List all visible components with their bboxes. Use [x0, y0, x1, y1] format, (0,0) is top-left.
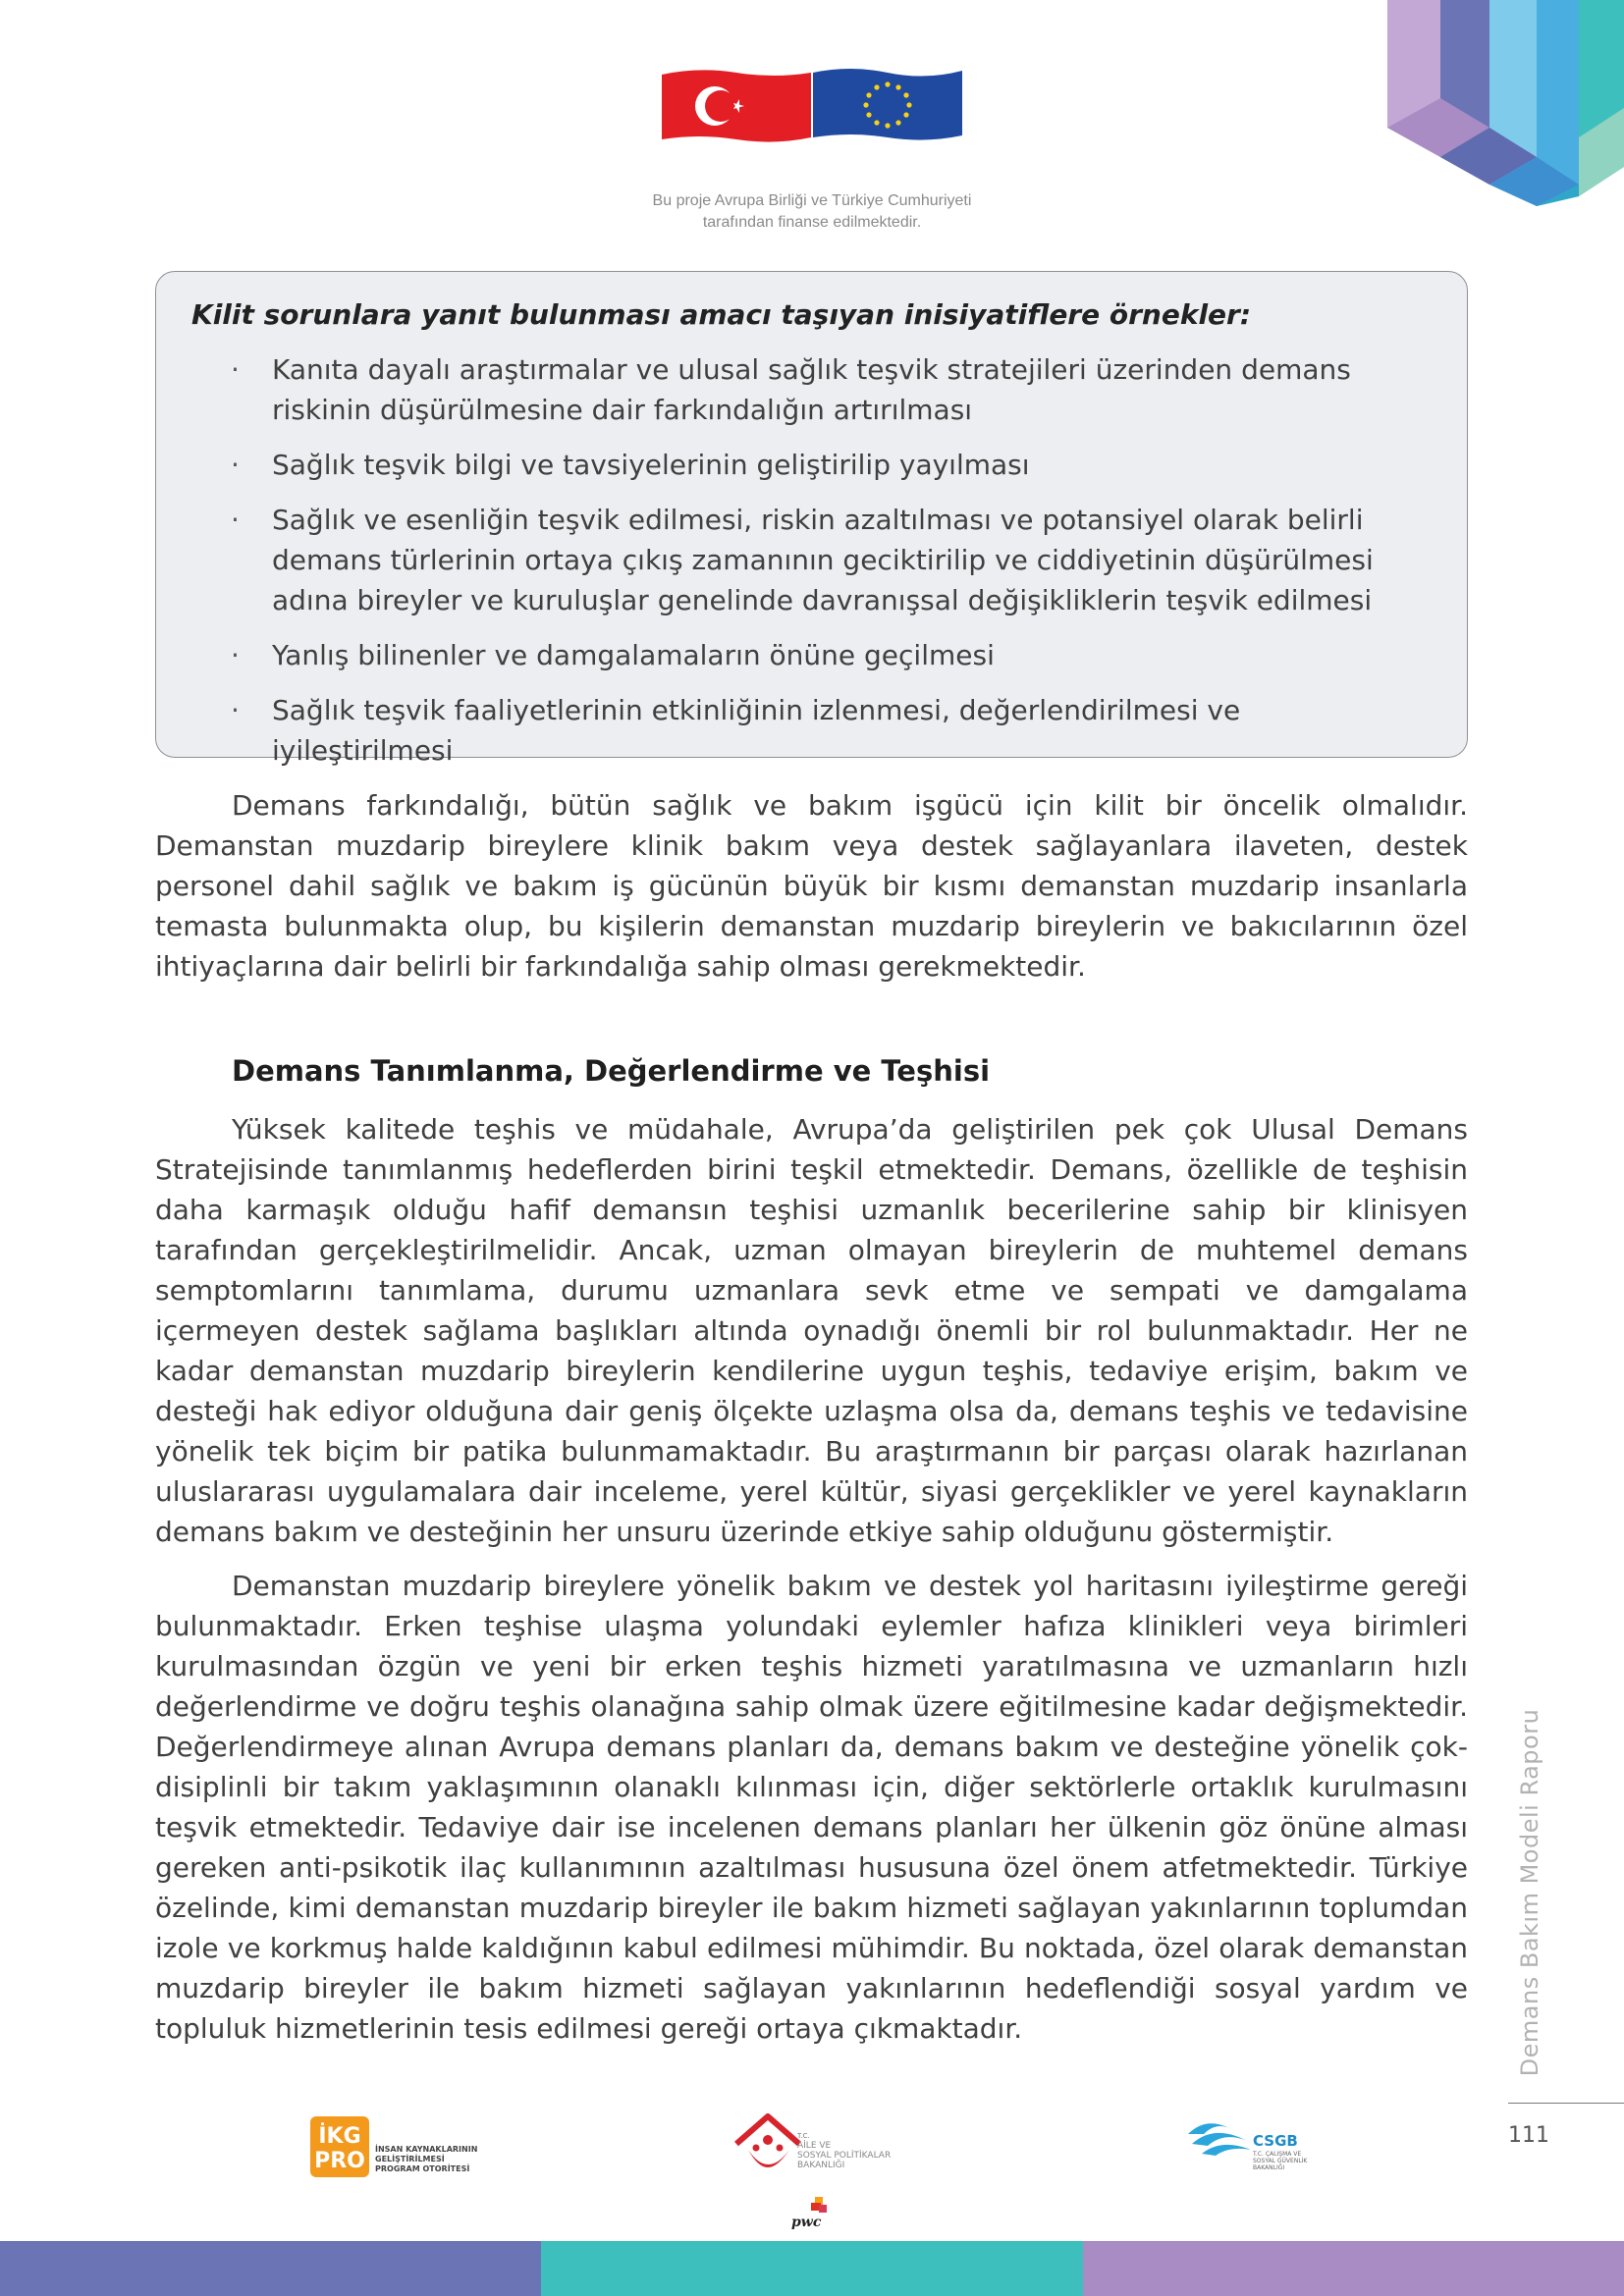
ikg-pro-logo — [310, 2116, 477, 2177]
aile-text-2: AİLE VE — [797, 2141, 832, 2151]
funding-notice — [628, 190, 996, 234]
box-title: Kilit sorunlara yanıt bulunması amacı taşıyan inisiyatiflere örnekler: — [191, 298, 1252, 331]
footer-bar-purple — [0, 2241, 541, 2296]
page-number: 111 — [1508, 2123, 1549, 2148]
list-item: · Sağlık teşvik bilgi ve tavsiyelerinin geliştirilip yayılması — [231, 445, 1421, 485]
csgb-text-2: SOSYAL GÜVENLİK — [1253, 2158, 1308, 2164]
footer-bar-teal — [541, 2241, 1082, 2296]
page-number-divider — [1508, 2103, 1624, 2104]
footer-color-bars — [0, 2241, 1624, 2296]
family-house-icon — [736, 2116, 799, 2167]
eu-flag-icon — [813, 69, 962, 140]
aile-text-1: T.C. — [797, 2132, 810, 2140]
aile-bakanligi-logo — [734, 2110, 892, 2179]
report-title-text: Demans Bakım Modeli Raporu — [1516, 1708, 1543, 2076]
funding-flags — [662, 69, 962, 142]
turkey-flag-icon — [662, 70, 811, 141]
list-item: · Sağlık ve esenliğin teşvik edilmesi, riskin azaltılması ve potansiyel olarak belirli demans türlerinin ortaya çıkış zamanının geciktirilip ve ciddiyetinin düşürülmesi adına bireyler ve kuruluşlar genelinde davranışsal değişikliklerin teşvik edilmesi — [231, 500, 1421, 620]
section-heading: Demans Tanımlanma, Değerlendirme ve Teşhisi — [232, 1054, 991, 1088]
aile-text-4: BAKANLIĞI — [797, 2161, 845, 2170]
paragraph-awareness: Demans farkındalığı, bütün sağlık ve bakım işgücü için kilit bir öncelik olmalıdır. Demanstan muzdarip bireylere klinik bakım veya destek sağlayanlara ilaveten, destek personel dahil sağlık ve bakım iş gücünün büyük bir kısmı demanstan muzdarip insanlarla temasta bulunmakta olup, bu kişilerin demanstan muzdarip bireylerin ve bakıcılarının özel ihtiyaçlarına dair belirli bir farkındalığa sahip olması gerekmektedir. — [155, 789, 1468, 983]
pwc-wordmark: pwc — [791, 2215, 822, 2230]
pwc-logo — [785, 2195, 835, 2230]
paragraph-diagnosis: Yüksek kalitede teşhis ve müdahale, Avrupa’da geliştirilen pek çok Ulusal Demans Stratejisinde tanımlanmış hedeflerden birini teşkil etmektedir. Demans, özellikle de teşhisin daha karmaşık olduğu hafif demansın teşhisi uzmanlık becerilerine sahip bir klinisyen tarafından gerçekleştirilmelidir. Ancak, uzman olmayan bireylerin de muhtemel demans semptomlarını tanımlama, durumu uzmanlara sevk etme ve sempati ve damgalama içermeyen destek sağlama başlıkları altında oynadığı önemli bir rol bulunmaktadır. Her ne kadar demanstan muzdarip bireylerin kendilerine uygun teşhis, tedaviye erişim, bakım ve desteği hak ediyor olduğuna dair geniş ölçekte uzlaşma olsa da, demans teşhis ve tedavisine yönelik tek biçim bir patika bulunmamaktadır. Bu araştırmanın bir parçası olarak hazırlanan uluslararası uygulamalara dair inceleme, yerel kültür, siyasi gerçeklikler ve yerel kaynakların demans bakım ve desteğinin her unsuru üzerinde etkiye sahip olduğunu göstermiştir. — [155, 1113, 1468, 1548]
csgb-wave-icon — [1188, 2123, 1251, 2156]
paragraph-care-roadmap: Demanstan muzdarip bireylere yönelik bakım ve destek yol haritasını iyileştirme gereği bulunmaktadır. Erken teşhise ulaşma yolundaki eylemler hafıza klinikleri veya birimleri kurulmasından özgün ve yeni bir erken teşhis hizmeti yaratılmasına ve uzmanların hızlı değerlendirme ve doğru teşhis olanağına sahip olmak üzere eğitilmesine kadar değişmektedir. Değerlendirmeye alınan Avrupa demans planları da, demans bakım ve desteğine yönelik çok-disiplinli bir takım yaklaşımının olanaklı kılınması için, diğer sektörlerle ortaklık kurulmasını teşvik etmektedir. Tedaviye dair ise incelenen demans planları her ülkenin göz önüne alması gereken anti-psikotik ilaç kullanımının azaltılması hususuna özel önem atfetmektedir. Türkiye özelinde, kimi demanstan muzdarip bireyler ile bakım hizmeti sağlayan yakınlarının toplumdan izole ve korkmuş halde kaldığının kabul edilmesi mühimdir. Bu noktada, özel olarak demanstan muzdarip bireyler ile bakım hizmeti sağlayan yakınlarının hedeflendiği sosyal yardım ve topluluk hizmetlerinin tesis edilmesi gereği ortaya çıkmaktadır. — [155, 1570, 1468, 2045]
ikg-mark-bottom: PRO — [314, 2149, 365, 2173]
initiatives-list — [231, 349, 1421, 785]
funding-line-1: Bu proje Avrupa Birliği ve Türkiye Cumhuriyeti — [652, 192, 972, 209]
funding-line-2: tarafından finanse edilmektedir. — [702, 214, 922, 231]
aile-text-3: SOSYAL POLİTİKALAR — [797, 2151, 892, 2161]
report-title-vertical — [1508, 1703, 1551, 2081]
csgb-abbr: CSGB — [1253, 2132, 1298, 2150]
corner-decoration — [1380, 0, 1624, 236]
csgb-text-3: BAKANLIĞI — [1253, 2164, 1285, 2171]
list-item: · Kanıta dayalı araştırmalar ve ulusal sağlık teşvik stratejileri üzerinden demans riskinin düşürülmesine dair farkındalığın artırılması — [231, 349, 1421, 430]
csgb-text-1: T.C. ÇALIŞMA VE — [1253, 2151, 1302, 2158]
ikg-text-1: İNSAN KAYNAKLARININ — [375, 2145, 477, 2154]
csgb-logo — [1186, 2114, 1324, 2173]
list-item: · Sağlık teşvik faaliyetlerinin etkinliğinin izlenmesi, değerlendirilmesi ve iyileştirilmesi — [231, 690, 1421, 771]
ikg-text-3: PROGRAM OTORİTESİ — [375, 2164, 470, 2173]
list-item: · Yanlış bilinenler ve damgalamaların önüne geçilmesi — [231, 635, 1421, 675]
ikg-text-2: GELİŞTİRİLMESİ — [375, 2155, 445, 2163]
ikg-mark-top: İKG — [318, 2124, 361, 2149]
footer-bar-lilac — [1083, 2241, 1624, 2296]
